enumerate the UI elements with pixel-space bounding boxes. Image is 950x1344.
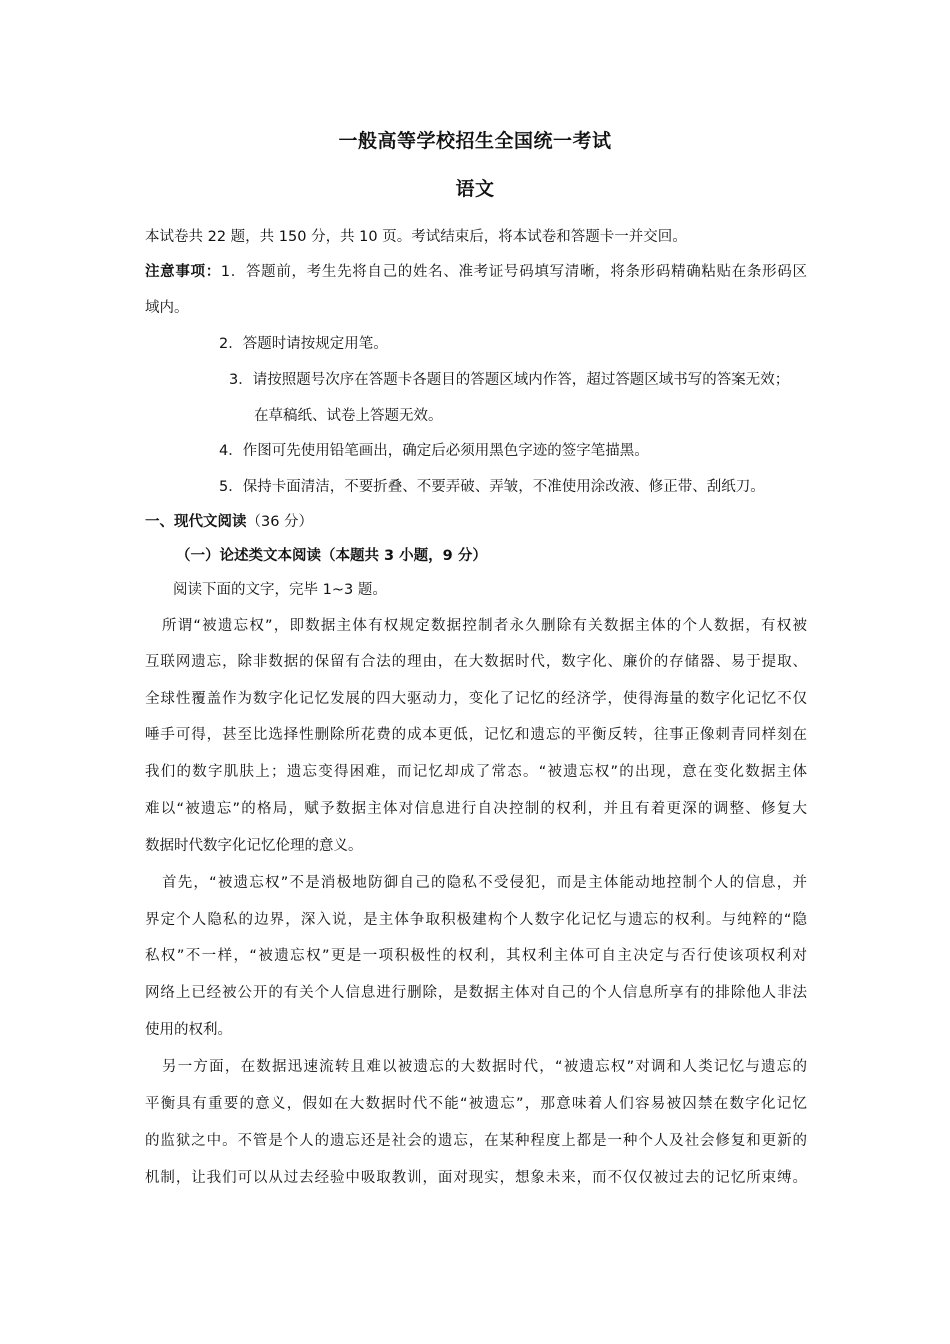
notes-item-3-line-1: 3．请按照题号次序在答题卡各题目的答题区域内作答，超过答题区域书写的答案无效； bbox=[229, 372, 790, 388]
reading-instruction: 阅读下面的文字，完毕 1~3 题。 bbox=[173, 582, 387, 598]
sub-section-heading: （一）论述类文本阅读（本题共 3 小题，9 分） bbox=[176, 548, 487, 564]
paragraph-3-line: 机制，让我们可以从过去经验中吸取教训，面对现实，想象未来，而不仅仅被过去的记忆所束缚。 bbox=[145, 1170, 807, 1186]
paragraph-2-line: 网络上已经被公开的有关个人信息进行删除，是数据主体对自己的个人信息所享有的排除他人非法 bbox=[145, 985, 807, 1001]
notes-item-2: 2．答题时请按规定用笔。 bbox=[219, 336, 388, 352]
notes-item-1-text: 1．答题前，考生先将自己的姓名、准考证号码填写清晰，将条形码精确粘贴在条形码区 bbox=[220, 264, 807, 280]
paragraph-1-line: 数据时代数字化记忆伦理的意义。 bbox=[145, 838, 363, 854]
notes-label: 注意事项： bbox=[145, 264, 221, 280]
notes-item-5: 5．保持卡面清洁，不要折叠、不要弄破、弄皱，不准使用涂改液、修正带、刮纸刀。 bbox=[219, 479, 765, 495]
section-heading bbox=[145, 512, 313, 532]
paragraph-2-line: 使用的权利。 bbox=[145, 1022, 232, 1038]
paragraph-2-line: 界定个人隐私的边界，深入说，是主体争取积极建构个人数字化记忆与遗忘的权利。与纯粹的“隐 bbox=[145, 912, 807, 928]
paragraph-2-line: 首先，“被遗忘权”不是消极地防御自己的隐私不受侵犯，而是主体能动地控制个人的信息，并 bbox=[162, 875, 807, 891]
paragraph-1-line: 所谓“被遗忘权”，即数据主体有权规定数据控制者永久删除有关数据主体的个人数据，有权被 bbox=[162, 618, 807, 634]
paragraph-3-line: 平衡具有重要的意义，假如在大数据时代不能“被遗忘”，那意味着人们容易被囚禁在数字化记忆 bbox=[145, 1096, 807, 1112]
paragraph-1-line: 我们的数字肌肤上；遗忘变得困难，而记忆却成了常态。“被遗忘权”的出现，意在变化数据主体 bbox=[145, 764, 807, 780]
paragraph-2-line: 私权”不一样，“被遗忘权”更是一项积极性的权利，其权利主体可自主决定与否行使该项权利对 bbox=[145, 948, 807, 964]
paragraph-1-line: 唾手可得，甚至比选择性删除所花费的成本更低，记忆和遗忘的平衡反转，往事正像刺青同样刻在 bbox=[145, 727, 807, 743]
paragraph-3-line: 的监狱之中。不管是个人的遗忘还是社会的遗忘，在某种程度上都是一种个人及社会修复和更新的 bbox=[145, 1133, 807, 1149]
intro-text: 本试卷共 22 题，共 150 分，共 10 页。考试结束后，将本试卷和答题卡一并交回。 bbox=[145, 229, 687, 245]
notes-item-4: 4．作图可先使用铅笔画出，确定后必须用黑色字迹的签字笔描黑。 bbox=[219, 443, 649, 459]
notes-item-1-line-2: 域内。 bbox=[145, 300, 189, 316]
paragraph-1-line: 难以“被遗忘”的格局，赋予数据主体对信息进行自决控制的权利，并且有着更深的调整、修复大 bbox=[145, 801, 807, 817]
exam-title: 一般高等学校招生全国统一考试 bbox=[338, 130, 612, 152]
notes-item-1-line-1 bbox=[145, 262, 807, 282]
paragraph-3-line: 另一方面，在数据迅速流转且难以被遗忘的大数据时代，“被遗忘权”对调和人类记忆与遗忘的 bbox=[162, 1059, 807, 1075]
subject-title: 语文 bbox=[455, 178, 495, 200]
section-heading-score: （36 分） bbox=[246, 514, 314, 530]
paragraph-1-line: 互联网遗忘，除非数据的保留有合法的理由，在大数据时代，数字化、廉价的存储器、易于提取、 bbox=[145, 654, 807, 670]
paragraph-1-line: 全球性覆盖作为数字化记忆发展的四大驱动力，变化了记忆的经济学，使得海量的数字化记忆不仅 bbox=[145, 691, 807, 707]
section-heading-text: 一、现代文阅读 bbox=[145, 514, 247, 530]
notes-item-3-line-2: 在草稿纸、试卷上答题无效。 bbox=[254, 408, 443, 424]
